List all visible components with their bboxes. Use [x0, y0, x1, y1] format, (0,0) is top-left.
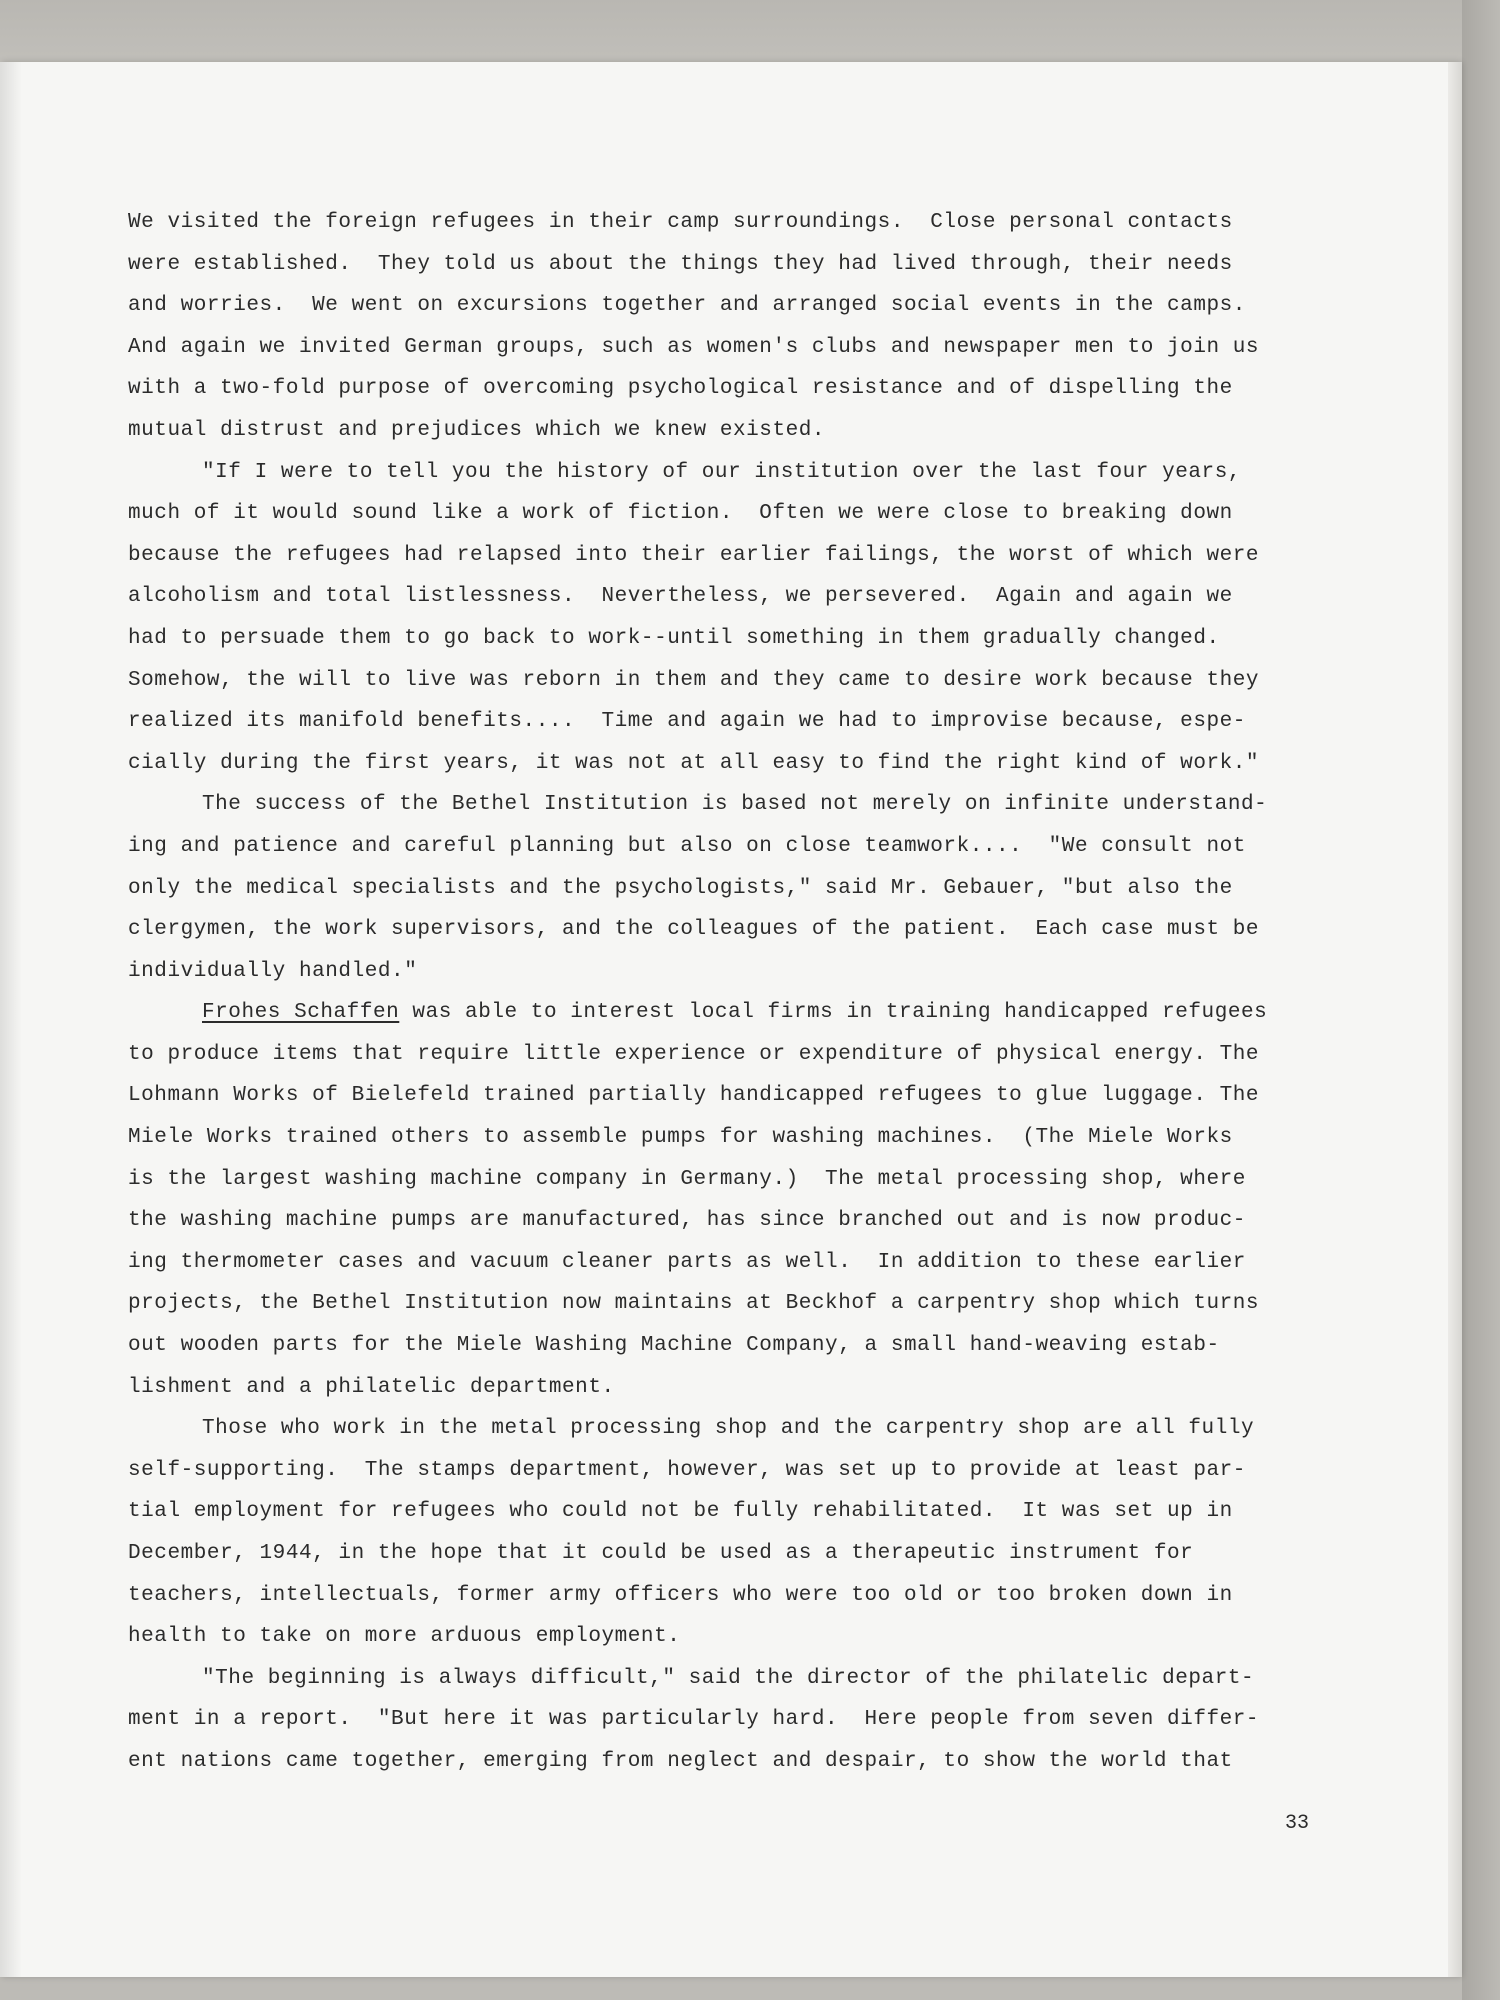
binding-shadow — [0, 62, 22, 1977]
page-body — [128, 202, 1338, 1783]
text-line: much of it would sound like a work of fiction. Often we were close to breaking down — [128, 502, 1233, 526]
text-line: the washing machine pumps are manufactured, has since branched out and is now produc- — [128, 1209, 1246, 1233]
text-line: to produce items that require little experience or expenditure of physical energy. The — [128, 1042, 1260, 1066]
text-line: health to take on more arduous employment. — [128, 1625, 681, 1649]
text-line: mutual distrust and prejudices which we knew existed. — [128, 418, 826, 442]
page-edge — [1448, 62, 1462, 1977]
text-line: We visited the foreign refugees in their camp surroundings. Close personal contacts — [128, 211, 1233, 234]
text-line: lishment and a philatelic department. — [128, 1375, 615, 1399]
paragraph — [128, 1408, 1338, 1658]
text-line: ment in a report. "But here it was particularly hard. Here people from seven differ- — [128, 1708, 1260, 1732]
text-line: ing and patience and careful planning but also on close teamwork.... "We consult not — [128, 834, 1246, 858]
text-line: Miele Works trained others to assemble pumps for washing machines. (The Miele Works — [128, 1126, 1233, 1150]
text-line: ent nations came together, emerging from neglect and despair, to show the world that — [128, 1749, 1233, 1773]
text-line: alcoholism and total listlessness. Nevertheless, we persevered. Again and again we — [128, 585, 1233, 609]
text-line: cially during the first years, it was not at all easy to find the right kind of work." — [128, 751, 1260, 775]
text-line: and worries. We went on excursions together and arranged social events in the camps. — [128, 294, 1246, 318]
text-line: realized its manifold benefits.... Time and again we had to improvise because, espe- — [128, 710, 1246, 734]
text-line: is the largest washing machine company in Germany.) The metal processing shop, where — [128, 1167, 1246, 1191]
text-line: because the refugees had relapsed into their earlier failings, the worst of which were — [128, 543, 1260, 567]
text-line: teachers, intellectuals, former army officers who were too old or too broken down in — [128, 1583, 1233, 1607]
text-line: projects, the Bethel Institution now maintains at Beckhof a carpentry shop which turns — [128, 1292, 1260, 1316]
text-line: December, 1944, in the hope that it could be used as a therapeutic instrument for — [128, 1542, 1194, 1565]
text-line: were established. They told us about the things they had lived through, their needs — [128, 252, 1233, 276]
text-line: with a two-fold purpose of overcoming psychological resistance and of dispelling the — [128, 377, 1233, 401]
text-line: clergymen, the work supervisors, and the colleagues of the patient. Each case must be — [128, 918, 1260, 942]
paragraph — [128, 1658, 1338, 1783]
page-number: 33 — [1285, 1812, 1310, 1835]
text-run: was able to interest local firms in training handicapped refugees — [399, 1001, 1268, 1025]
text-line: ing thermometer cases and vacuum cleaner parts as well. In addition to these earlier — [128, 1250, 1246, 1274]
paragraph — [128, 202, 1338, 452]
text-line: Somehow, the will to live was reborn in them and they came to desire work because they — [128, 668, 1260, 692]
text-line: only the medical specialists and the psychologists," said Mr. Gebauer, "but also the — [128, 876, 1233, 900]
text-line: Lohmann Works of Bielefeld trained partially handicapped refugees to glue luggage. The — [128, 1084, 1260, 1108]
text-line: tial employment for refugees who could not be fully rehabilitated. It was set up in — [128, 1500, 1233, 1524]
text-line: individually handled." — [128, 959, 418, 983]
text-line: out wooden parts for the Miele Washing Machine Company, a small hand-weaving estab- — [128, 1334, 1220, 1358]
underlined-title: Frohes Schaffen — [202, 1001, 400, 1025]
text-line: "The beginning is always difficult," said the director of the philatelic depart- — [202, 1666, 1255, 1690]
text-line: Those who work in the metal processing shop and the carpentry shop are all fully — [202, 1417, 1255, 1441]
paragraph — [128, 452, 1338, 785]
background-surface-right — [1462, 0, 1500, 2000]
text-line: The success of the Bethel Institution is based not merely on infinite understand- — [202, 793, 1268, 817]
text-line: self-supporting. The stamps department, however, was set up to provide at least par- — [128, 1458, 1246, 1482]
paragraph — [128, 992, 1338, 1408]
paragraph — [128, 784, 1338, 992]
text-line: "If I were to tell you the history of our institution over the last four years, — [202, 460, 1242, 484]
text-line — [128, 992, 1338, 1034]
text-line: had to persuade them to go back to work--until something in them gradually changed. — [128, 626, 1220, 650]
text-line: And again we invited German groups, such as women's clubs and newspaper men to join us — [128, 335, 1260, 359]
